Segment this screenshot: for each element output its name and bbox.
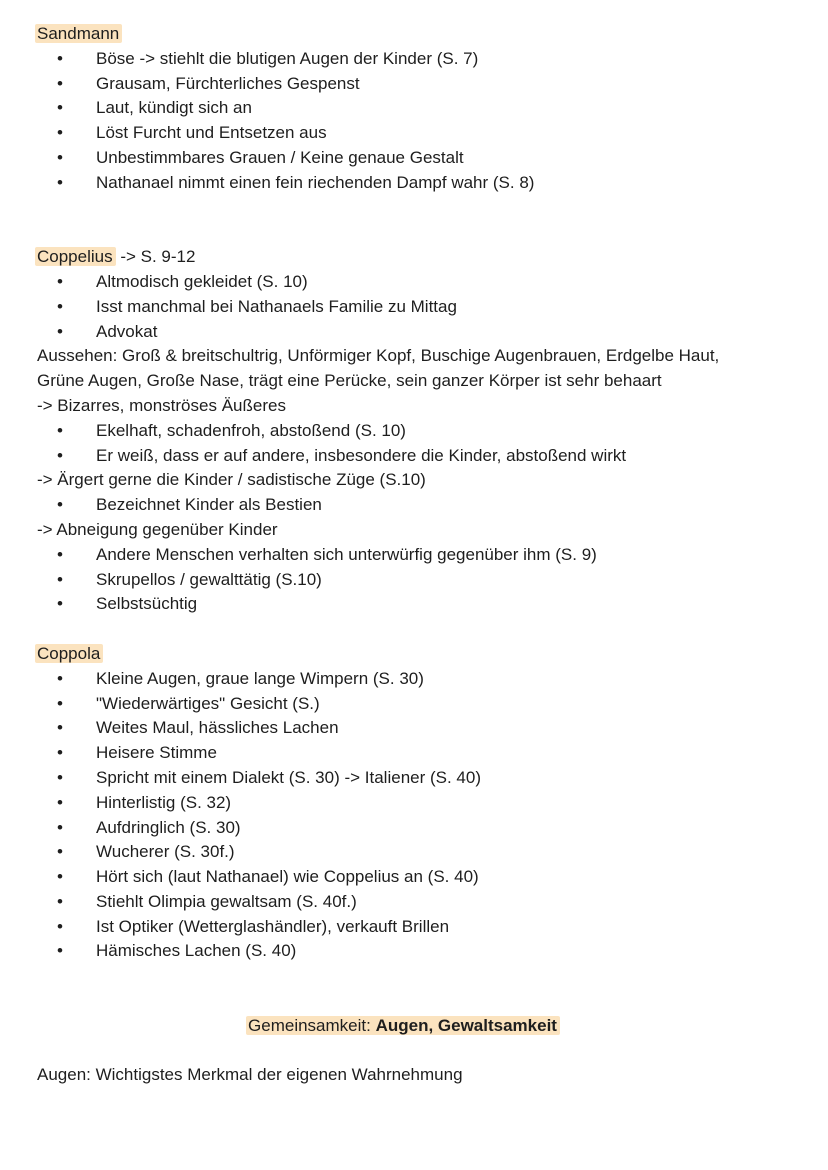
bullet-icon: • <box>57 891 63 911</box>
aussehen-line-2: Grüne Augen, Große Nase, trägt eine Perücke, sein ganzer Körper ist sehr behaart <box>37 371 662 391</box>
spacer <box>37 196 808 246</box>
bullet-icon: • <box>57 916 63 936</box>
bullet-icon: • <box>57 842 63 862</box>
list-item-text: Unbestimmbares Grauen / Keine genaue Gestalt <box>96 147 464 167</box>
bullet-icon: • <box>57 445 63 465</box>
list-item-text: Advokat <box>96 321 158 341</box>
bullet-icon: • <box>57 718 63 738</box>
list-item-text: Skrupellos / gewalttätig (S.10) <box>96 569 322 589</box>
list-item-text: Laut, kündigt sich an <box>96 98 252 118</box>
list-item-text: Altmodisch gekleidet (S. 10) <box>96 271 308 291</box>
list-item-text: Aufdringlich (S. 30) <box>96 817 241 837</box>
bullet-icon: • <box>57 73 63 93</box>
bullet-icon: • <box>57 147 63 167</box>
bullet-icon: • <box>57 743 63 763</box>
gemeinsamkeit-value: Augen, Gewaltsamkeit <box>375 1015 557 1035</box>
list-item-text: Löst Furcht und Entsetzen aus <box>96 123 327 143</box>
list-item <box>37 270 808 295</box>
list-item-text: Isst manchmal bei Nathanaels Familie zu Mittag <box>96 296 457 316</box>
list-item <box>37 667 808 692</box>
bullet-icon: • <box>57 867 63 887</box>
list-item-text: Andere Menschen verhalten sich unterwürfig gegenüber ihm (S. 9) <box>96 544 597 564</box>
list-item-text: Böse -> stiehlt die blutigen Augen der Kinder (S. 7) <box>96 48 479 68</box>
list-item-text: Grausam, Fürchterliches Gespenst <box>96 73 360 93</box>
list-item <box>37 766 808 791</box>
list-item-text: Weites Maul, hässliches Lachen <box>96 718 339 738</box>
augen-note: Augen: Wichtigstes Merkmal der eigenen Wahrnehmung <box>37 1065 463 1085</box>
list-item <box>37 840 808 865</box>
list-item <box>37 295 808 320</box>
bullet-icon: • <box>57 569 63 589</box>
bullet-icon: • <box>57 544 63 564</box>
list-item-text: Heisere Stimme <box>96 743 217 763</box>
list-item <box>37 592 808 617</box>
gemeinsamkeit-highlight <box>246 1016 560 1035</box>
coppelius-list-4 <box>37 543 808 617</box>
list-item <box>37 47 808 72</box>
section-heading-coppola <box>37 642 808 667</box>
arrow-note-1: -> Bizarres, monströses Äußeres <box>37 395 286 415</box>
spacer <box>37 964 808 1014</box>
bullet-icon: • <box>57 668 63 688</box>
arrow-note-3: -> Abneigung gegenüber Kinder <box>37 519 278 539</box>
coppelius-list-2 <box>37 419 808 469</box>
bullet-icon: • <box>57 98 63 118</box>
list-item-text: Stiehlt Olimpia gewaltsam (S. 40f.) <box>96 891 357 911</box>
list-item-text: Spricht mit einem Dialekt (S. 30) -> Italiener (S. 40) <box>96 767 481 787</box>
bullet-icon: • <box>57 693 63 713</box>
arrow-note-2: -> Ärgert gerne die Kinder / sadistische Züge (S.10) <box>37 470 426 490</box>
list-item-text: Ekelhaft, schadenfroh, abstoßend (S. 10) <box>96 420 406 440</box>
list-item-text: Hört sich (laut Nathanael) wie Coppelius an (S. 40) <box>96 867 479 887</box>
list-item <box>37 716 808 741</box>
bullet-icon: • <box>57 767 63 787</box>
sandmann-list <box>37 47 808 196</box>
bullet-icon: • <box>57 271 63 291</box>
bullet-icon: • <box>57 296 63 316</box>
list-item <box>37 865 808 890</box>
bullet-icon: • <box>57 817 63 837</box>
bullet-icon: • <box>57 321 63 341</box>
heading-highlight: Coppelius <box>35 247 116 266</box>
bullet-icon: • <box>57 594 63 614</box>
section-heading-coppelius <box>37 245 808 270</box>
list-item <box>37 419 808 444</box>
spacer <box>37 1039 808 1064</box>
section-heading-sandmann <box>37 22 808 47</box>
list-item-text: "Wiederwärtiges" Gesicht (S.) <box>96 693 320 713</box>
spacer <box>37 617 808 642</box>
list-item <box>37 816 808 841</box>
list-item <box>37 915 808 940</box>
aussehen-line-1: Aussehen: Groß & breitschultrig, Unförmiger Kopf, Buschige Augenbrauen, Erdgelbe Haut, <box>37 346 720 366</box>
list-item <box>37 171 808 196</box>
coppelius-list-3 <box>37 493 808 518</box>
bullet-icon: • <box>57 941 63 961</box>
list-item <box>37 146 808 171</box>
list-item-text: Nathanael nimmt einen fein riechenden Dampf wahr (S. 8) <box>96 172 535 192</box>
list-item <box>37 791 808 816</box>
list-item <box>37 96 808 121</box>
list-item-text: Wucherer (S. 30f.) <box>96 842 235 862</box>
list-item-text: Bezeichnet Kinder als Bestien <box>96 495 322 515</box>
heading-suffix: -> S. 9-12 <box>115 247 196 267</box>
heading-highlight: Coppola <box>35 644 103 663</box>
list-item <box>37 568 808 593</box>
list-item <box>37 444 808 469</box>
bullet-icon: • <box>57 172 63 192</box>
bullet-icon: • <box>57 495 63 515</box>
bullet-icon: • <box>57 792 63 812</box>
list-item <box>37 741 808 766</box>
list-item <box>37 692 808 717</box>
list-item <box>37 72 808 97</box>
bullet-icon: • <box>57 420 63 440</box>
gemeinsamkeit-line <box>37 1014 808 1039</box>
bullet-icon: • <box>57 123 63 143</box>
list-item-text: Hinterlistig (S. 32) <box>96 792 232 812</box>
gemeinsamkeit-label: Gemeinsamkeit: <box>248 1015 376 1035</box>
coppola-list <box>37 667 808 965</box>
list-item <box>37 121 808 146</box>
document-page <box>37 22 808 1088</box>
bullet-icon: • <box>57 48 63 68</box>
list-item-text: Kleine Augen, graue lange Wimpern (S. 30) <box>96 668 424 688</box>
list-item <box>37 890 808 915</box>
list-item-text: Er weiß, dass er auf andere, insbesondere die Kinder, abstoßend wirkt <box>96 445 627 465</box>
list-item-text: Selbstsüchtig <box>96 594 198 614</box>
heading-highlight: Sandmann <box>35 24 122 43</box>
coppelius-list-1 <box>37 270 808 344</box>
list-item-text: Hämisches Lachen (S. 40) <box>96 941 297 961</box>
list-item-text: Ist Optiker (Wetterglashändler), verkauft Brillen <box>96 916 450 936</box>
list-item <box>37 320 808 345</box>
list-item <box>37 939 808 964</box>
list-item <box>37 493 808 518</box>
list-item <box>37 543 808 568</box>
